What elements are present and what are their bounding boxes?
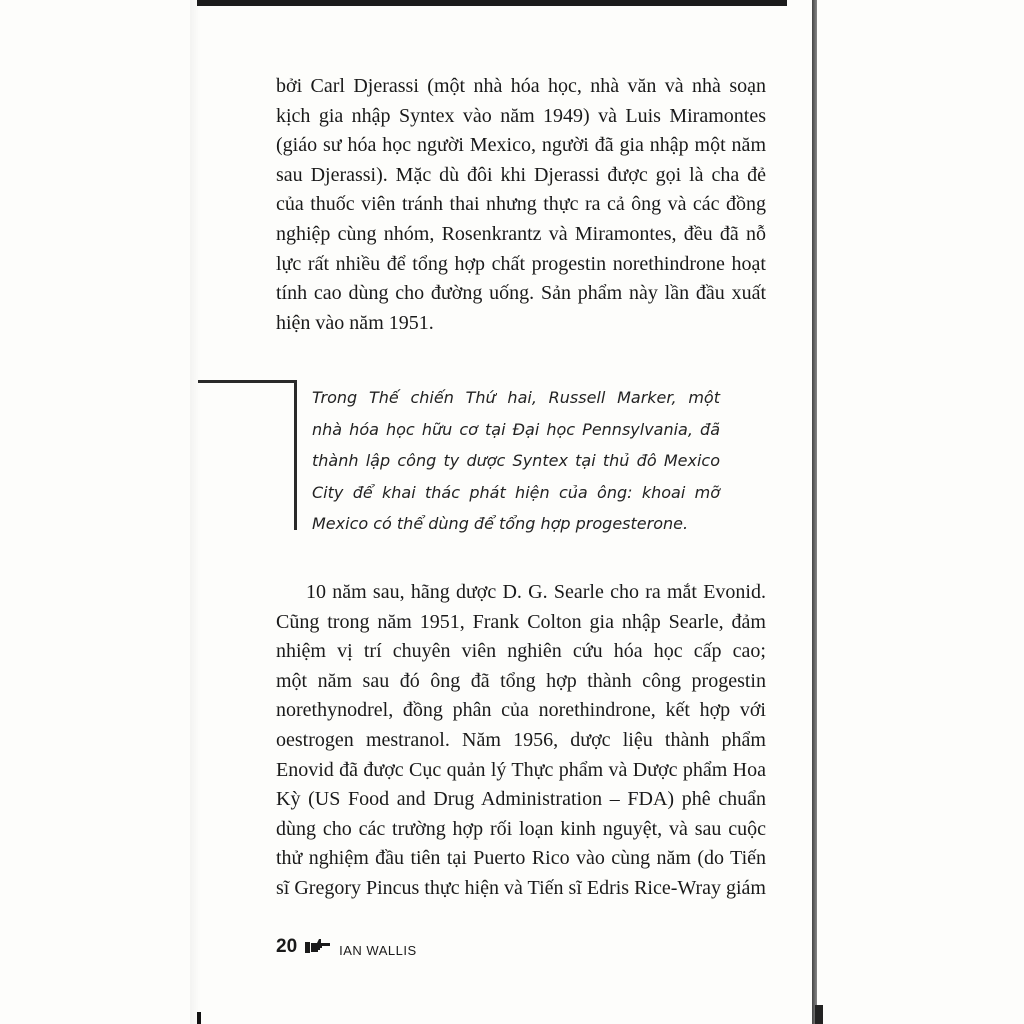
text-line: thử nghiệm đầu tiên tại Puerto Rico vào cùng năm (do Tiến [276,847,766,870]
text-line: hiện vào năm 1951. [276,311,434,334]
paragraph-2 [276,578,766,904]
page-bottom-mark-right [815,1005,823,1024]
callout-line: Trong Thế chiến Thứ hai, Russell Marker, một [312,388,720,407]
text-line: một năm sau đó ông đã tổng hợp thành công progestin [276,669,766,692]
text-line: nghiệp cùng nhóm, Rosenkrantz và Miramontes, đều đã nỗ [276,222,766,245]
paragraph-1 [276,72,766,338]
text-line: sau Djerassi). Mặc dù đôi khi Djerassi được gọi là cha đẻ [276,163,766,186]
text-line: Cũng trong năm 1951, Frank Colton gia nhập Searle, đảm [276,610,766,633]
page-right-edge [812,0,817,1024]
text-line: của thuốc viên tránh thai nhưng thực ra cả ông và các đồng [276,193,766,216]
text-line: Kỳ (US Food and Drug Administration – FDA) phê chuẩn [276,788,766,811]
text-line: lực rất nhiều để tổng hợp chất progestin norethindrone hoạt [276,252,766,275]
text-line: dùng cho các trường hợp rối loạn kinh nguyệt, và sau cuộc [276,817,766,840]
pointing-hand-icon [305,936,331,959]
callout-line: Mexico có thể dùng để tổng hợp progesterone. [312,514,689,533]
callout-text [312,382,720,540]
text-line: (giáo sư hóa học người Mexico, người đã gia nhập một năm [276,134,766,157]
page-bottom-mark [197,1012,201,1024]
text-line: kịch gia nhập Syntex vào năm 1949) và Luis Miramontes [276,104,766,127]
text-line: bởi Carl Djerassi (một nhà hóa học, nhà văn và nhà soạn [276,75,766,97]
callout-side-rule [294,380,297,530]
callout-line: nhà hóa học hữu cơ tại Đại học Pennsylvania, đã [312,419,720,439]
callout-line: City để khai thác phát hiện của ông: khoai mỡ [312,482,720,502]
text-line: Enovid đã được Cục quản lý Thực phẩm và Dược phẩm Hoa [276,758,766,781]
text-line: norethynodrel, đồng phân của norethindrone, kết hợp với [276,699,766,722]
author-name: IAN WALLIS [339,942,417,958]
text-line: 10 năm sau, hãng dược D. G. Searle cho ra mắt Evonid. [306,581,766,603]
text-line: sĩ Gregory Pincus thực hiện và Tiến sĩ Edris Rice-Wray giám [276,876,766,899]
callout-top-rule [198,380,296,383]
text-line: oestrogen mestranol. Năm 1956, dược liệu thành phẩm [276,728,766,751]
page-top-edge [197,0,787,6]
callout-box [198,380,722,533]
page-number: 20 [276,936,298,957]
text-line: tính cao dùng cho đường uống. Sản phẩm này lần đầu xuất [276,282,766,305]
callout-line: thành lập công ty dược Syntex tại thủ đô Mexico [312,451,720,470]
page-footer [276,932,417,962]
text-line: nhiệm vị trí chuyên viên nghiên cứu hóa học cấp cao; [276,640,766,663]
